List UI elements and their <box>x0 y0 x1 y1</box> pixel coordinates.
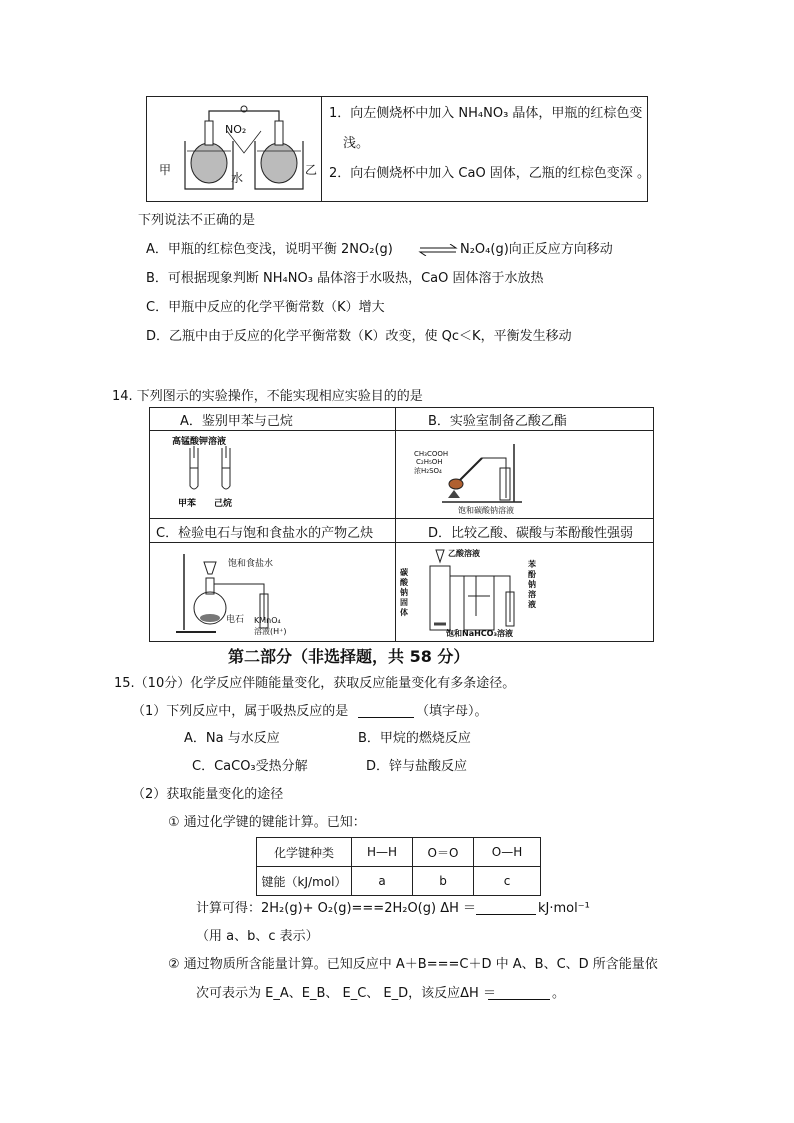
label-jia: 甲 <box>159 163 172 177</box>
a-tube2-label: 己烷 <box>214 499 233 509</box>
q14-cell-c-title: C．检验电石与饱和食盐水的产物乙炔 <box>156 526 374 541</box>
acid-strength-apparatus-figure <box>416 546 526 636</box>
label-yi: 乙 <box>305 163 318 177</box>
b-reagent-2: C₂H₅OH <box>416 458 443 466</box>
q15-option-a: A．Na 与水反应 <box>184 731 280 746</box>
q15-sub2: （2）获取能量变化的途径 <box>132 787 284 802</box>
observation-1a: 1．向左侧烧杯中加入 NH₄NO₃ 晶体，甲瓶的红棕色变 <box>329 106 643 121</box>
bond-energy-table <box>256 837 541 896</box>
q15-calc-answer-blank[interactable] <box>476 900 536 915</box>
table-cell: 键能（kJ/mol） <box>257 867 352 896</box>
label-no2: NO₂ <box>225 123 247 136</box>
q13-option-d: D．乙瓶中由于反应的化学平衡常数（K）改变，使 Qc＜K，平衡发生移动 <box>146 329 572 344</box>
q13-option-c: C．甲瓶中反应的化学平衡常数（K）增大 <box>146 300 385 315</box>
c-tube-label-2: 溶液(H⁺) <box>254 627 287 636</box>
table-header-cell: O＝O <box>413 838 474 867</box>
q15-stem: 15.（10分）化学反应伴随能量变化，获取反应能量变化有多条途径。 <box>114 676 516 691</box>
q14-cell-b-title: B．实验室制备乙酸乙酯 <box>428 414 567 429</box>
part2-heading: 第二部分（非选择题，共 58 分） <box>228 647 470 666</box>
d-right-label: 苯酚钠溶液 <box>528 560 536 609</box>
q15-option-c: C．CaCO₃受热分解 <box>192 759 308 774</box>
equilibrium-arrow-icon <box>418 244 458 256</box>
q13-question: 下列说法不正确的是 <box>138 213 256 228</box>
q13-option-a-post: N₂O₄(g)向正反应方向移动 <box>460 242 613 257</box>
q15-sub1-tail: （填字母）。 <box>416 704 488 719</box>
d-left-label: 碳酸钠固体 <box>400 568 408 617</box>
q13-option-a-pre: A．甲瓶的红棕色变浅，说明平衡 2NO₂(g) <box>146 242 393 257</box>
q14-vertical-divider <box>395 408 396 641</box>
c-solid-label: 电石 <box>226 615 245 625</box>
q15-item2-end: 。 <box>552 986 566 1001</box>
label-water: 水 <box>231 171 244 185</box>
observation-1b: 浅。 <box>343 136 370 151</box>
observation-2: 2．向右侧烧杯中加入 CaO 固体，乙瓶的红棕色变深 。 <box>329 166 650 181</box>
table-header-cell: H—H <box>352 838 413 867</box>
q14-cell-a-title: A．鉴别甲苯与己烷 <box>180 414 293 429</box>
q15-item2-answer-blank[interactable] <box>488 985 550 1000</box>
q14-divider-3 <box>150 542 653 543</box>
q15-item1: ① 通过化学键的键能计算。已知： <box>168 815 366 830</box>
q15-option-d: D．锌与盐酸反应 <box>366 759 468 774</box>
table-header-cell: O—H <box>474 838 541 867</box>
q13-option-b: B．可根据现象判断 NH₄NO₃ 晶体溶于水吸热，CaO 固体溶于水放热 <box>146 271 544 286</box>
table-header-cell: 化学键种类 <box>257 838 352 867</box>
q14-cell-d-title: D．比较乙酸、碳酸与苯酚酸性强弱 <box>428 526 634 541</box>
q15-item2-a: ② 通过物质所含能量计算。已知反应中 A＋B===C＋D 中 A、B、C、D 所含能量依 <box>168 957 658 972</box>
q14-grid <box>149 407 654 642</box>
d-top-label: 乙酸溶液 <box>448 549 480 558</box>
a-tube1-label: 甲苯 <box>178 499 197 509</box>
table-row <box>257 867 541 896</box>
q15-item2-b: 次可表示为 E_A、E_B、 E_C、 E_D，该反应ΔH ＝ <box>196 986 496 1001</box>
c-tube-label-1: KMnO₄ <box>254 616 281 625</box>
box-divider <box>321 97 322 201</box>
q15-sub1-answer-blank[interactable] <box>358 703 414 718</box>
table-cell: a <box>352 867 413 896</box>
q15-option-b: B．甲烷的燃烧反应 <box>358 731 471 746</box>
test-tubes-figure <box>178 446 248 496</box>
q14-stem: 14. 下列图示的实验操作，不能实现相应实验目的的是 <box>112 389 423 404</box>
table-cell: c <box>474 867 541 896</box>
q15-calc-unit: kJ·mol⁻¹ <box>538 901 590 916</box>
q14-divider-1 <box>150 430 653 431</box>
q15-sub1: （1）下列反应中，属于吸热反应的是 <box>132 704 349 719</box>
d-bottom-label: 饱和NaHCO₃溶液 <box>446 629 513 638</box>
b-reagent-3: 浓H₂SO₄ <box>414 467 442 475</box>
q13-experiment-box <box>146 96 648 202</box>
table-header-row <box>257 838 541 867</box>
a-reagent-label: 高锰酸钾溶液 <box>172 437 227 447</box>
table-cell: b <box>413 867 474 896</box>
c-top-label: 饱和食盐水 <box>228 559 274 569</box>
ester-apparatus-figure <box>442 438 522 506</box>
q14-divider-2 <box>150 518 653 519</box>
q15-calc: 计算可得：2H₂(g)+ O₂(g)===2H₂O(g) ΔH ＝ <box>196 901 477 916</box>
q15-calc-note: （用 a、b、c 表示） <box>196 929 319 944</box>
b-reagent-1: CH₃COOH <box>414 450 449 458</box>
b-bottom-label: 饱和碳酸钠溶液 <box>458 506 514 515</box>
